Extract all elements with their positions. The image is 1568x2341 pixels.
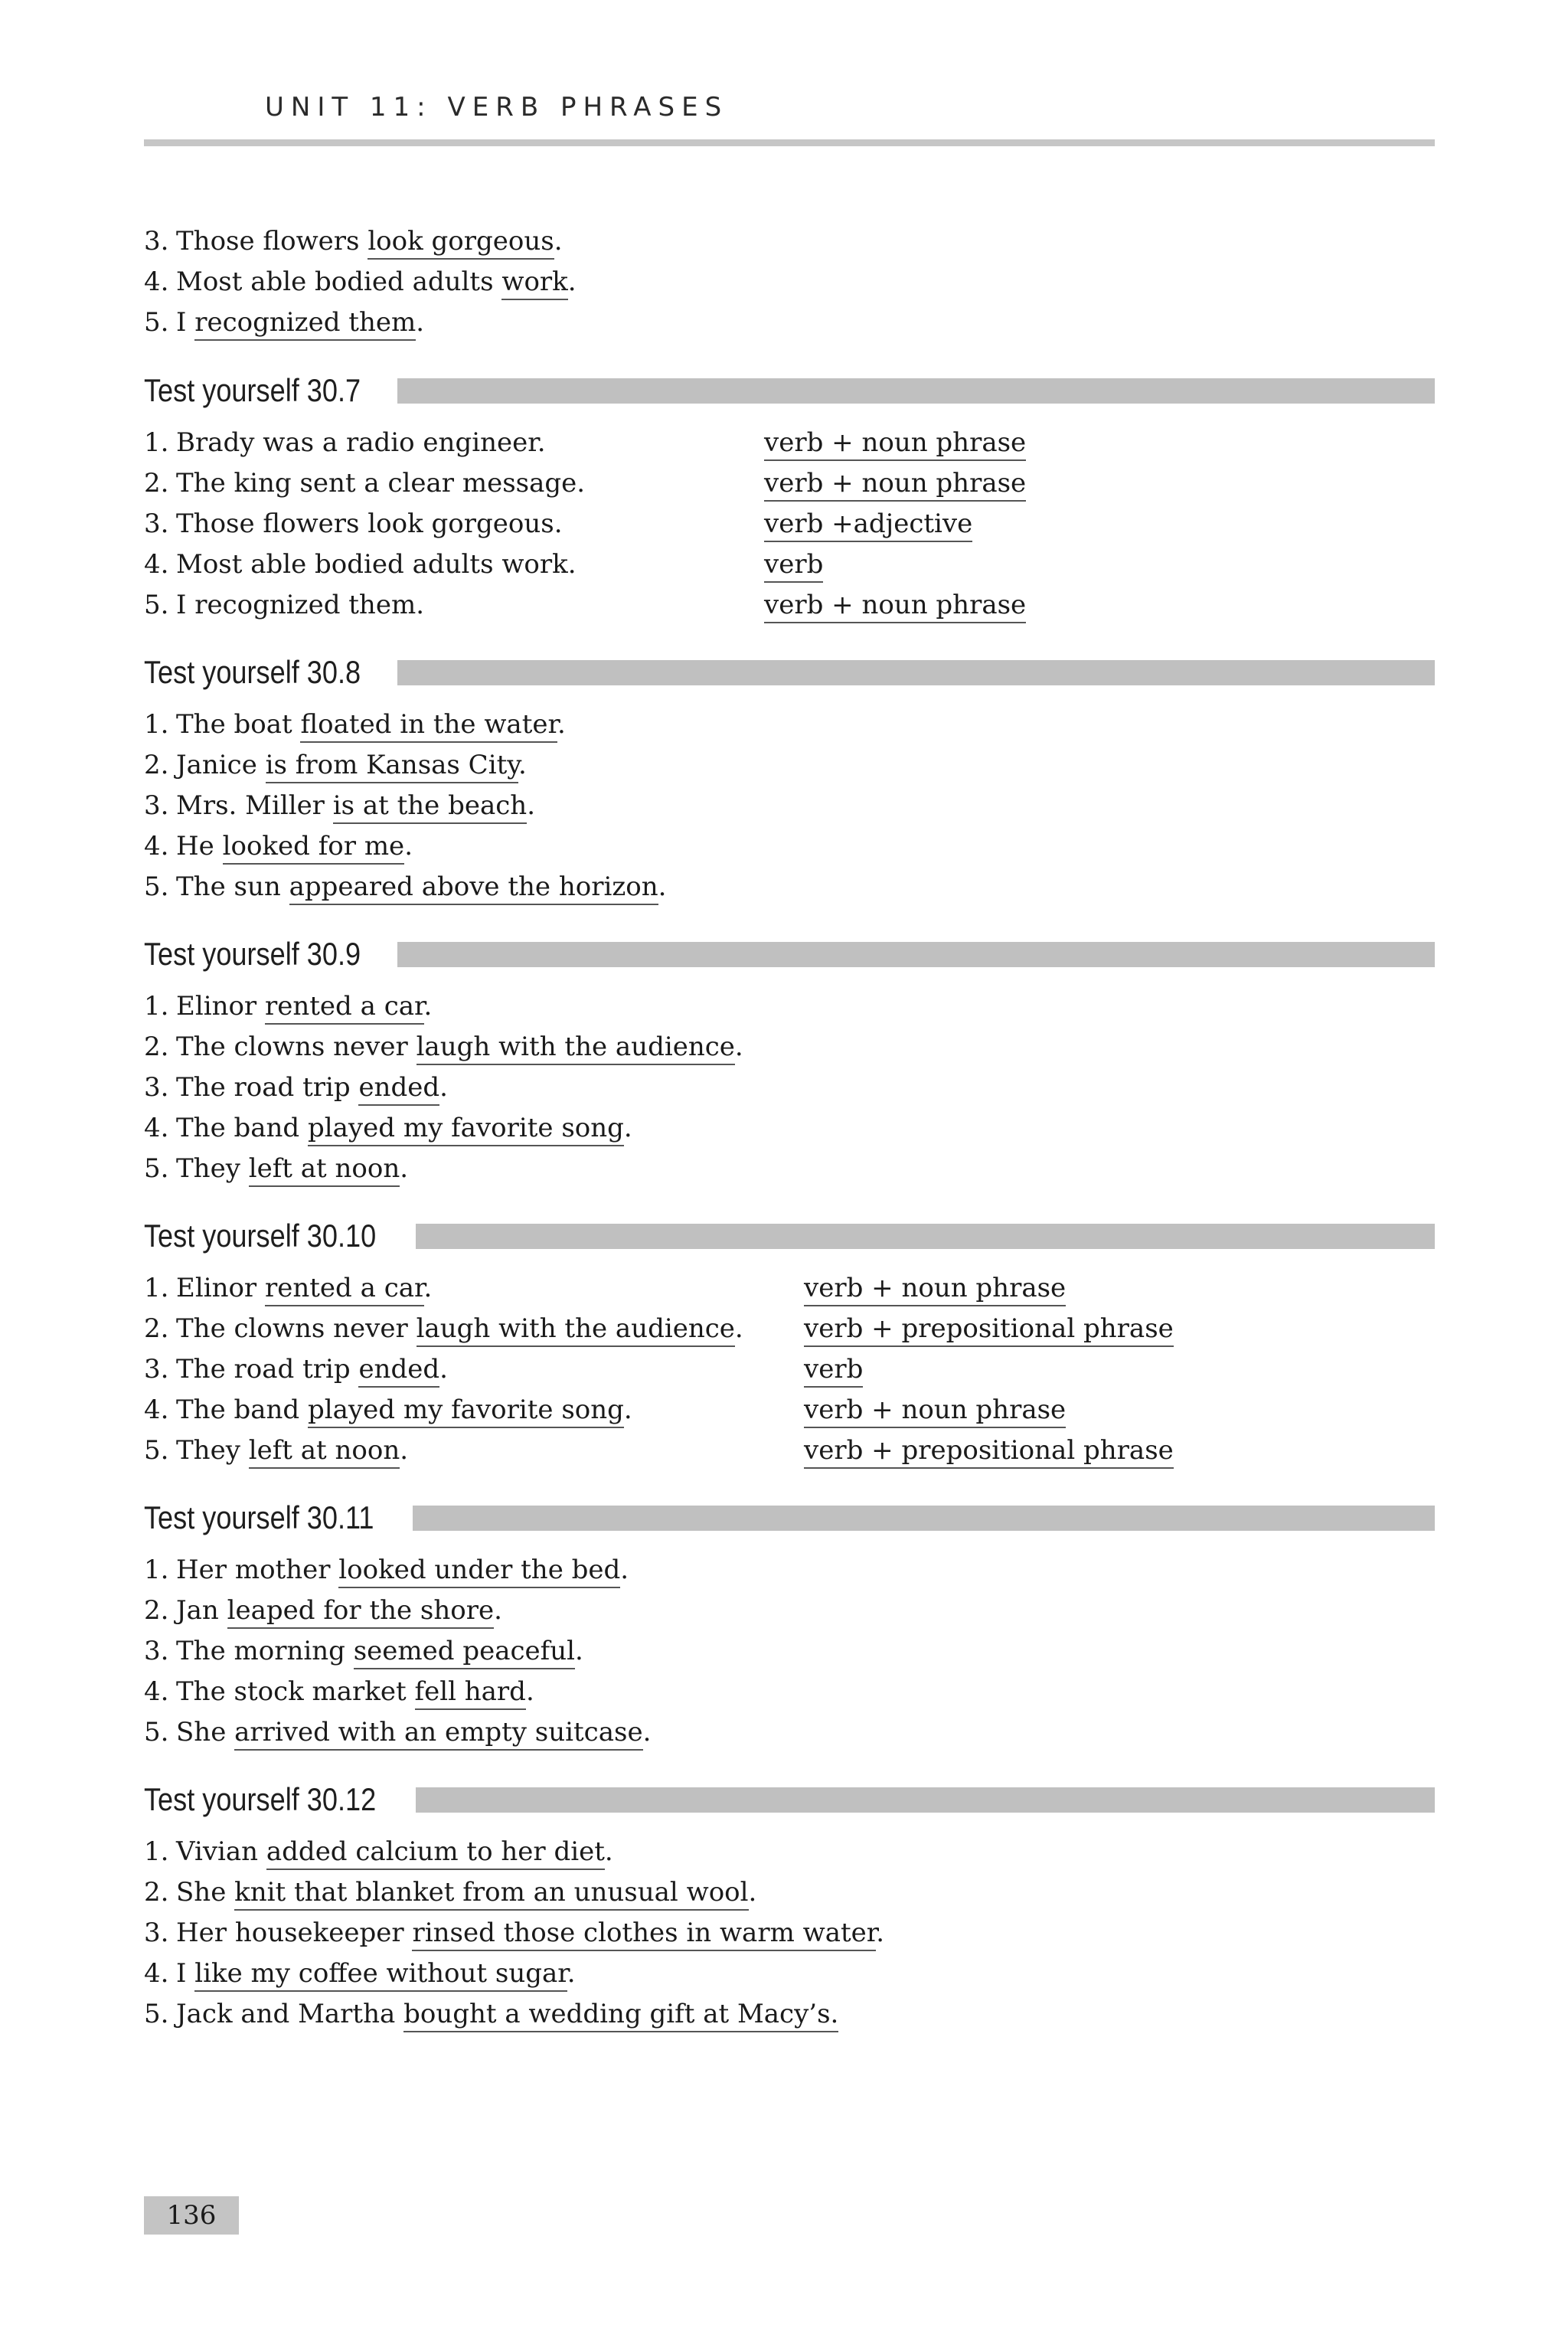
item-punct: . xyxy=(518,750,527,780)
underlined-phrase: is from Kansas City xyxy=(266,750,518,783)
item-text: The road trip xyxy=(176,1354,359,1385)
section-30-9 xyxy=(144,933,1435,1194)
item-number: 1. xyxy=(144,991,169,1022)
item-punct: . xyxy=(557,709,566,740)
section-heading xyxy=(144,651,1435,694)
list-item xyxy=(144,1313,1435,1354)
underlined-phrase: appeared above the horizon xyxy=(289,871,658,905)
item-text: The clowns never xyxy=(176,1313,416,1344)
item-number: 4. xyxy=(144,549,169,580)
item-number: 1. xyxy=(144,1273,169,1303)
list-item xyxy=(144,1877,1435,1918)
underlined-phrase: like my coffee without sugar xyxy=(194,1958,567,1992)
item-text: I recognized them. xyxy=(176,590,424,620)
item-number: 3. xyxy=(144,226,169,257)
item-punct: . xyxy=(400,1435,409,1466)
item-punct: . xyxy=(525,1676,534,1707)
item-number: 1. xyxy=(144,1836,169,1867)
item-punct: . xyxy=(623,1113,632,1143)
item-list xyxy=(144,991,1435,1194)
item-punct: . xyxy=(620,1555,629,1585)
page-number: 136 xyxy=(144,2196,239,2235)
analysis-label: verb + noun phrase xyxy=(804,1273,1066,1306)
list-item xyxy=(144,508,1435,549)
underlined-phrase: laugh with the audience xyxy=(416,1313,735,1347)
analysis-label: verb +adjective xyxy=(764,508,972,542)
analysis-label: verb + noun phrase xyxy=(764,590,1026,623)
item-punct: . xyxy=(623,1394,632,1425)
header-rule xyxy=(144,139,1435,146)
section-title: Test yourself 30.7 xyxy=(144,372,361,408)
list-item xyxy=(144,831,1435,871)
underlined-phrase: ended xyxy=(358,1072,439,1106)
list-item xyxy=(144,549,1435,590)
list-item xyxy=(144,1072,1435,1113)
section-title: Test yourself 30.11 xyxy=(144,1499,374,1535)
item-text: He xyxy=(176,831,223,862)
list-item xyxy=(144,1032,1435,1072)
item-text: Jan xyxy=(176,1595,227,1626)
item-number: 2. xyxy=(144,1313,169,1344)
section-bar xyxy=(416,1787,1435,1813)
list-item xyxy=(144,1555,1435,1595)
item-text: I xyxy=(176,1958,195,1989)
list-item xyxy=(144,1435,1435,1476)
list-item xyxy=(144,468,1435,508)
section-30-11 xyxy=(144,1496,1435,1757)
list-item xyxy=(144,307,1435,348)
item-punct: . xyxy=(404,831,413,862)
list-item xyxy=(144,427,1435,468)
item-number: 3. xyxy=(144,1636,169,1666)
list-item xyxy=(144,750,1435,790)
item-text: Vivian xyxy=(176,1836,266,1867)
list-item xyxy=(144,790,1435,831)
item-number: 5. xyxy=(144,1153,169,1184)
item-text: Janice xyxy=(176,750,266,780)
item-text: The road trip xyxy=(176,1072,359,1103)
section-heading xyxy=(144,369,1435,412)
list-item xyxy=(144,1354,1435,1394)
underlined-phrase: looked under the bed xyxy=(338,1555,620,1588)
item-text: Jack and Martha xyxy=(176,1999,404,2029)
item-punct: . xyxy=(416,307,425,338)
underlined-phrase: arrived with an empty suitcase xyxy=(234,1717,642,1751)
item-text: Her mother xyxy=(176,1555,339,1585)
item-number: 4. xyxy=(144,1113,169,1143)
item-text: She xyxy=(176,1877,235,1908)
analysis-label: verb + noun phrase xyxy=(804,1394,1066,1428)
list-item xyxy=(144,1273,1435,1313)
underlined-phrase: ended xyxy=(358,1354,439,1388)
item-number: 3. xyxy=(144,1072,169,1103)
item-text: Mrs. Miller xyxy=(176,790,333,821)
section-heading xyxy=(144,933,1435,976)
item-text: Most able bodied adults work. xyxy=(176,549,577,580)
item-punct: . xyxy=(575,1636,583,1666)
item-number: 2. xyxy=(144,1032,169,1062)
item-punct: . xyxy=(527,790,536,821)
item-list xyxy=(144,709,1435,912)
item-number: 3. xyxy=(144,508,169,539)
section-heading xyxy=(144,1496,1435,1539)
list-item xyxy=(144,1394,1435,1435)
analysis-label: verb + noun phrase xyxy=(764,468,1026,502)
underlined-phrase: is at the beach xyxy=(333,790,527,824)
item-text: The band xyxy=(176,1394,309,1425)
item-text: They xyxy=(176,1435,249,1466)
analysis-label: verb + noun phrase xyxy=(764,427,1026,461)
item-punct: . xyxy=(554,226,563,257)
item-text: The boat xyxy=(176,709,301,740)
section-30-12 xyxy=(144,1778,1435,2039)
item-text: She xyxy=(176,1717,235,1748)
section-heading xyxy=(144,1215,1435,1257)
section-30-7 xyxy=(144,369,1435,630)
item-number: 2. xyxy=(144,750,169,780)
list-item xyxy=(144,1958,1435,1999)
analysis-label: verb xyxy=(764,549,823,583)
item-punct: . xyxy=(734,1313,743,1344)
item-number: 1. xyxy=(144,709,169,740)
underlined-phrase: fell hard xyxy=(415,1676,526,1710)
list-item xyxy=(144,1636,1435,1676)
section-title: Test yourself 30.8 xyxy=(144,654,361,690)
analysis-label: verb + prepositional phrase xyxy=(804,1435,1174,1469)
underlined-phrase: looked for me xyxy=(223,831,405,865)
item-punct: . xyxy=(658,871,667,902)
section-30-10 xyxy=(144,1215,1435,1476)
item-text: Her housekeeper xyxy=(176,1918,413,1948)
item-punct: . xyxy=(423,991,433,1022)
list-item xyxy=(144,590,1435,630)
item-number: 5. xyxy=(144,1435,169,1466)
underlined-phrase: work xyxy=(501,266,567,300)
item-number: 5. xyxy=(144,871,169,902)
underlined-phrase: knit that blanket from an unusual wool xyxy=(234,1877,748,1911)
section-bar xyxy=(397,942,1435,967)
item-number: 2. xyxy=(144,1877,169,1908)
item-number: 5. xyxy=(144,1717,169,1748)
item-number: 5. xyxy=(144,307,169,338)
item-text: The clowns never xyxy=(176,1032,416,1062)
item-punct: . xyxy=(604,1836,613,1867)
section-title: Test yourself 30.9 xyxy=(144,936,361,972)
section-bar xyxy=(397,660,1435,685)
item-punct: . xyxy=(748,1877,757,1908)
underlined-phrase: laugh with the audience xyxy=(416,1032,735,1065)
item-number: 5. xyxy=(144,1999,169,2029)
item-list xyxy=(144,1555,1435,1757)
item-text: Those flowers look gorgeous. xyxy=(176,508,563,539)
item-text: I xyxy=(176,307,195,338)
underlined-phrase: rented a car xyxy=(265,1273,424,1306)
list-item xyxy=(144,226,1435,266)
item-list xyxy=(144,1836,1435,2039)
underlined-phrase: seemed peaceful xyxy=(354,1636,575,1669)
item-text: The king sent a clear message. xyxy=(176,468,586,499)
list-item xyxy=(144,1999,1435,2039)
item-text: Most able bodied adults xyxy=(176,266,502,297)
item-text: The morning xyxy=(176,1636,354,1666)
section-title: Test yourself 30.12 xyxy=(144,1781,377,1817)
underlined-phrase: rinsed those clothes in warm water xyxy=(412,1918,876,1951)
underlined-phrase: played my favorite song xyxy=(308,1394,624,1428)
item-number: 1. xyxy=(144,1555,169,1585)
list-item xyxy=(144,1717,1435,1757)
section-bar xyxy=(416,1224,1435,1249)
list-item xyxy=(144,991,1435,1032)
item-list xyxy=(144,1273,1435,1476)
item-text: Brady was a radio engineer. xyxy=(176,427,546,458)
list-item xyxy=(144,1836,1435,1877)
item-number: 4. xyxy=(144,1958,169,1989)
item-text: Elinor xyxy=(176,1273,265,1303)
item-number: 3. xyxy=(144,790,169,821)
list-item xyxy=(144,871,1435,912)
running-head: UNIT 11: VERB PHRASES xyxy=(265,92,729,123)
underlined-phrase: floated in the water xyxy=(300,709,557,743)
item-text: The band xyxy=(176,1113,309,1143)
item-number: 3. xyxy=(144,1354,169,1385)
analysis-label: verb xyxy=(804,1354,863,1388)
list-item xyxy=(144,1595,1435,1636)
item-text: They xyxy=(176,1153,249,1184)
item-number: 4. xyxy=(144,1676,169,1707)
item-number: 4. xyxy=(144,831,169,862)
item-text: The stock market xyxy=(176,1676,415,1707)
item-number: 4. xyxy=(144,266,169,297)
item-punct: . xyxy=(439,1354,448,1385)
item-punct: . xyxy=(423,1273,433,1303)
underlined-phrase: left at noon xyxy=(249,1153,400,1187)
item-punct: . xyxy=(876,1918,885,1948)
list-item xyxy=(144,1153,1435,1194)
item-number: 2. xyxy=(144,468,169,499)
item-text: The sun xyxy=(176,871,289,902)
list-item xyxy=(144,1113,1435,1153)
item-text: Those flowers xyxy=(176,226,368,257)
item-number: 5. xyxy=(144,590,169,620)
section-30-8 xyxy=(144,651,1435,912)
list-item xyxy=(144,709,1435,750)
item-number: 1. xyxy=(144,427,169,458)
underlined-phrase: added calcium to her diet xyxy=(266,1836,605,1870)
item-number: 4. xyxy=(144,1394,169,1425)
list-item xyxy=(144,1676,1435,1717)
list-item xyxy=(144,1918,1435,1958)
underlined-phrase: rented a car xyxy=(265,991,424,1025)
item-text: Elinor xyxy=(176,991,265,1022)
section-bar xyxy=(413,1506,1435,1531)
analysis-label: verb + prepositional phrase xyxy=(804,1313,1174,1347)
item-punct: . xyxy=(642,1717,652,1748)
underlined-phrase: leaped for the shore xyxy=(227,1595,495,1629)
section-title: Test yourself 30.10 xyxy=(144,1218,377,1254)
underlined-phrase: recognized them xyxy=(194,307,416,341)
underlined-phrase: bought a wedding gift at Macy’s. xyxy=(403,1999,838,2032)
item-punct: . xyxy=(567,266,577,297)
underlined-phrase: played my favorite song xyxy=(308,1113,624,1146)
underlined-phrase: look gorgeous xyxy=(368,226,554,260)
section-heading xyxy=(144,1778,1435,1821)
intro-list xyxy=(144,226,1435,348)
item-punct: . xyxy=(439,1072,448,1103)
underlined-phrase: left at noon xyxy=(249,1435,400,1469)
section-bar xyxy=(397,378,1435,404)
item-punct: . xyxy=(400,1153,409,1184)
item-number: 3. xyxy=(144,1918,169,1948)
item-punct: . xyxy=(494,1595,502,1626)
item-punct: . xyxy=(734,1032,743,1062)
item-number: 2. xyxy=(144,1595,169,1626)
item-list xyxy=(144,427,1435,630)
list-item xyxy=(144,266,1435,307)
item-punct: . xyxy=(567,1958,576,1989)
